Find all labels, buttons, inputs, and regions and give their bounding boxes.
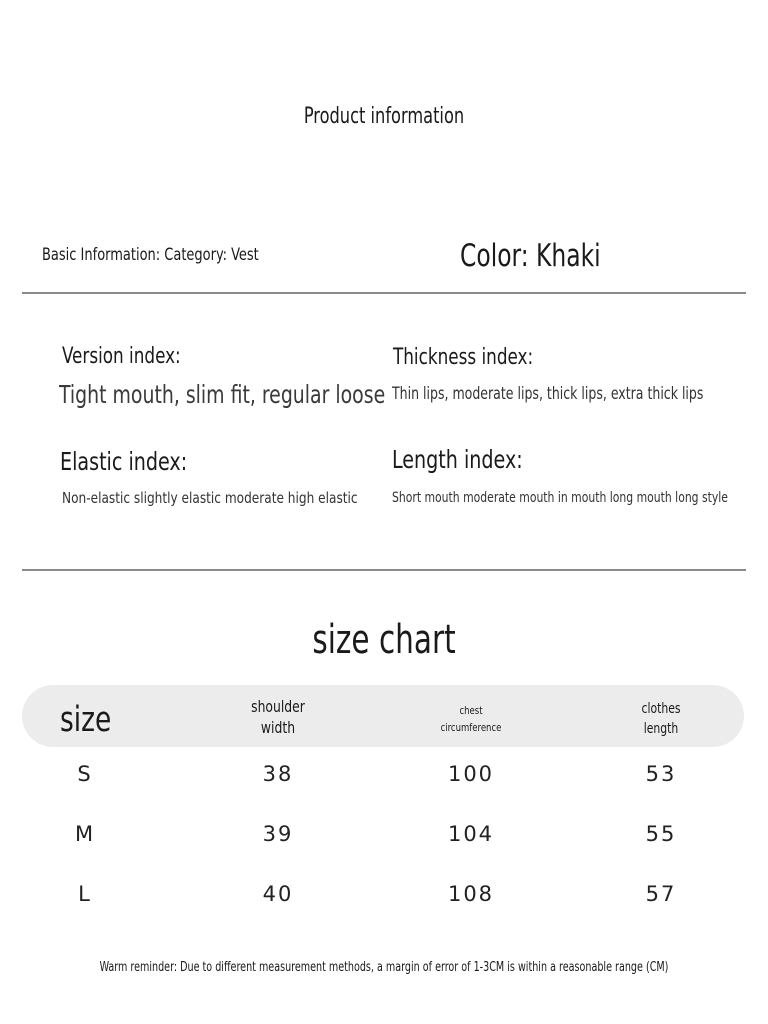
header-chest-circumference [419,702,522,736]
thickness-index-title: Thickness index: [393,345,534,370]
size-chart-title: size chart [312,617,456,663]
version-index-title: Version index: [62,344,181,369]
chest-cell: 108 [447,882,495,906]
size-cell: M [74,822,96,846]
shoulder-cell: 40 [262,882,294,906]
shoulder-cell: 39 [262,822,294,846]
top-divider [22,292,746,294]
basic-information: Basic Information: Category: Vest [42,245,259,265]
size-cell: L [78,882,92,906]
bottom-divider [22,569,746,571]
length-cell: 55 [645,822,677,846]
header-length-line1: clothes [641,701,681,717]
header-chest-line1: chest [459,704,483,717]
page-title: Product information [303,104,465,129]
thickness-index-options: Thin lips, moderate lips, thick lips, extra thick lips [392,384,704,404]
length-index-options: Short mouth moderate mouth in mouth long mouth long style [392,490,728,506]
header-shoulder-width [226,697,329,739]
header-clothes-length [609,699,712,740]
warm-reminder: Warm reminder: Due to different measurement methods, a margin of error of 1-3CM is within a reasonable range (CM) [99,960,669,975]
color-information: Color: Khaki [460,238,601,274]
length-index-title: Length index: [392,445,523,474]
length-cell: 57 [645,882,677,906]
chest-cell: 100 [447,762,495,786]
length-cell: 53 [645,762,677,786]
shoulder-cell: 38 [262,762,294,786]
header-length-line2: length [643,721,679,738]
elastic-index-options: Non-elastic slightly elastic moderate high elastic [62,489,358,507]
header-shoulder-line2: width [260,717,296,737]
size-cell: S [77,762,93,786]
header-shoulder-line1: shoulder [251,697,305,716]
header-chest-line2: circumference [440,721,502,735]
chest-cell: 104 [447,822,495,846]
header-size: size [60,700,112,740]
version-index-options: Tight mouth, slim fit, regular loose [59,380,386,409]
elastic-index-title: Elastic index: [60,447,188,476]
